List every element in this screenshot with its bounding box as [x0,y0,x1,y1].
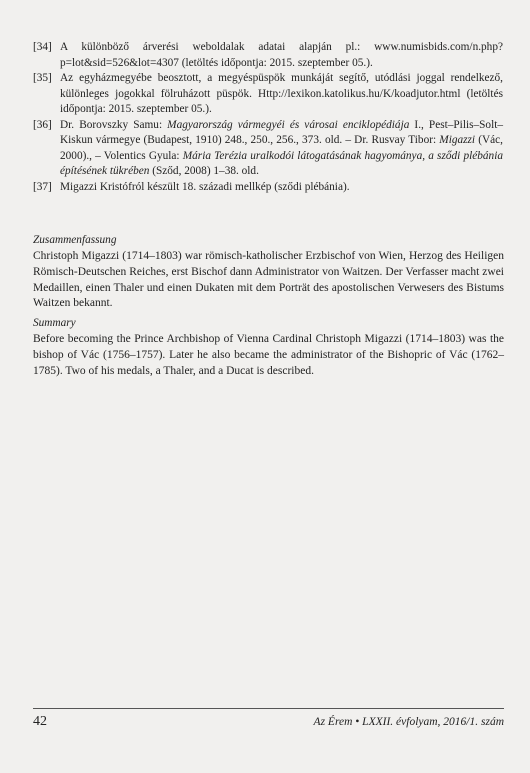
endnote [33,71,503,118]
italic-title: Magyarország vármegyéi és városai enciklopédiája [167,118,410,131]
journal-citation: Az Érem • LXXII. évfolyam, 2016/1. szám [313,716,504,728]
endnote-text [60,118,503,180]
italic-title: Mária Terézia uralkodói látogatásának hagyománya, a sződi plébánia építésének tükrében [60,149,503,177]
endnotes-list [33,40,503,195]
summary-heading: Summary [33,317,76,329]
endnote-number: [37] [33,180,52,193]
endnote [33,180,503,196]
endnote-fragment: A különböző árverési weboldalak adatai alapján pl.: www.numisbids.com/n.php?p=lot&sid=526&lot=4307 (letöltés időpontja: 2015. szeptember 05.). [60,41,503,69]
italic-title: Migazzi [439,134,476,146]
endnote-fragment: I., Pest–Pilis–Solt–Kiskun vármegye (Budapest, 1910) 248., 250., 256., 373. old. – Dr. Rusvay Tibor: [60,118,503,146]
endnote-number: [35] [33,72,52,84]
endnote-text [60,180,503,196]
endnote-number: [34] [33,41,52,53]
endnote-number: [36] [33,118,52,131]
endnote-fragment: Dr. Borovszky Samu: [60,118,168,131]
endnote [33,40,503,71]
endnote-fragment: Migazzi Kristófról készült 18. századi mellkép (sződi plébánia). [60,180,350,193]
endnote-fragment: (Vác, 2000)., – Volentics Gyula: [60,134,503,162]
endnote-fragment: (Sződ, 2008) 1–38. old. [149,165,259,177]
summary-text: Before becoming the Prince Archbishop of Vienna Cardinal Christoph Migazzi (1714–1803) was the bishop of Vác (1756–1757). Later he also became the administrator of the Bishopric of Vác (1762–1785). Two of his medals, a Thaler, and a Ducat is described. [33,333,504,377]
zusammenfassung-text: Christoph Migazzi (1714–1803) war römisch-katholischer Erzbischof von Wien, Herzog des Heiligen Römisch-Deutschen Reiches, erst Bischof dann Administrator von Waitzen. Der Verfasser macht zwei Medaillen, einen Thaler und einen Dukaten mit dem Porträt des apostolischen Verwesers des Bistums Waitzen bekannt. [33,250,504,310]
footer-divider [33,708,504,709]
zusammenfassung-heading: Zusammenfassung [33,234,117,246]
endnote [33,118,503,180]
endnote-text [60,71,503,118]
endnote-text [60,40,503,71]
endnote-fragment: Az egyházmegyébe beosztott, a megyéspüspök munkáját segítő, utódlási joggal rendelkező, különleges jogokkal fölruházott püspök. Http://lexikon.katolikus.hu/K/koadjutor.html (letöltés időpontja: 2015. szeptember 05.). [60,72,503,115]
page-number: 42 [33,714,47,729]
